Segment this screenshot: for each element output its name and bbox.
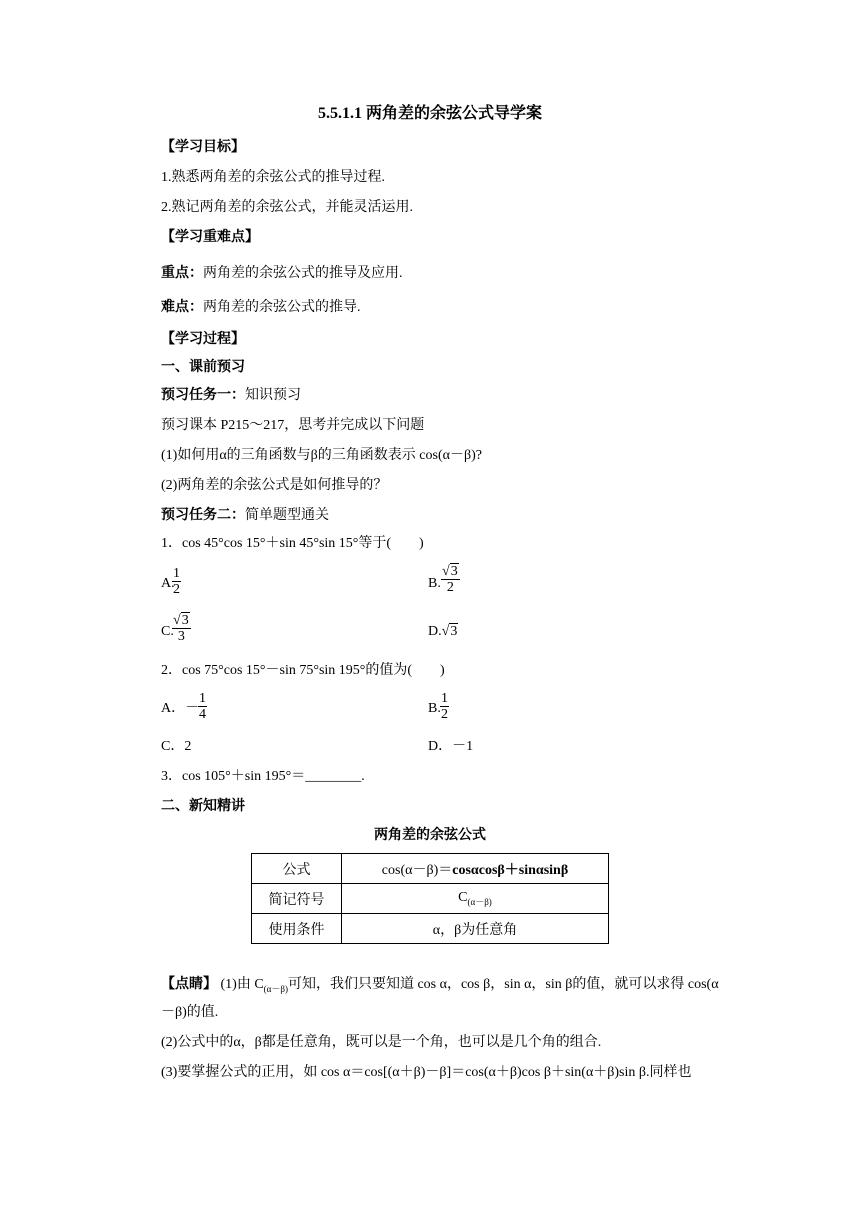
page-title: 5.5.1.1 两角差的余弦公式导学案 [317,105,542,122]
task-1 [161,387,301,405]
p2-option-a-label: A．－ [161,701,200,716]
formula-label-cell: 公式 [252,854,342,884]
task-1-text: 知识预习 [245,388,301,403]
sqrt-icon: √3 [441,624,458,639]
p1-option-d [428,623,458,641]
difficult-point [161,299,361,317]
note-label: 【点睛】 [161,977,217,992]
p1-option-b-label: B. [428,576,441,591]
goal-2: 2.熟记两角差的余弦公式，并能灵活运用. [161,200,413,215]
p1-a-denominator: 2 [173,582,180,597]
note-3: (3)要掌握公式的正用，如 cos α＝cos[(α＋β)－β]＝cos(α＋β)cos β＋sin(α＋β)sin β.同样也 [161,1065,692,1080]
key-point [161,265,403,283]
table-title: 两角差的余弦公式 [374,828,486,843]
problem-3: 3．cos 105°＋sin 195°＝________. [161,769,365,784]
p1-option-a-fraction [172,566,181,597]
p2-option-a-fraction [198,691,207,722]
p1-option-c-fraction [172,613,191,644]
notation-value-cell: $C_{(\alpha-\beta)}$ [342,884,609,914]
p2-a-numerator: 1 [199,691,206,706]
task-1-desc: 预习课本 P215～217，思考并完成以下问题 [161,418,425,433]
formula-table [251,853,609,944]
p1-b-numerator [441,564,460,580]
note-1-cont: －β)的值. [161,1005,219,1020]
notation-label-cell: 简记符号 [252,884,342,914]
task-2-text: 简单题型通关 [245,508,329,523]
key-text: 两角差的余弦公式的推导及应用. [203,266,403,281]
p1-option-c-label: C. [161,624,174,639]
section-1-heading: 一、课前预习 [161,360,245,375]
question-2: (2)两角差的余弦公式是如何推导的？ [161,478,388,493]
condition-label-cell: 使用条件 [252,914,342,944]
problem-2: 2．cos 75°cos 15°－sin 75°sin 195°的值为( ) [161,663,445,678]
goal-1: 1.熟悉两角差的余弦公式的推导过程. [161,170,385,185]
formula-value-cell: cos(α－β)＝cosαcosβ＋sinαsinβ [342,854,609,884]
question-1: (1)如何用α的三角函数与β的三角函数表示 cos(α－β)? [161,448,482,463]
key-label: 重点： [161,266,203,281]
p2-option-b-fraction [440,691,449,722]
process-heading: 【学习过程】 [161,332,245,347]
diff-label: 难点： [161,300,203,315]
task-2-label: 预习任务二： [161,508,245,523]
table-row [252,914,609,944]
problem-1: 1．cos 45°cos 15°＋sin 45°sin 15°等于( ) [161,536,424,551]
section-2-heading: 二、新知精讲 [161,799,245,814]
note-1: 【点睛】 (1)由 $C_{(\alpha-\beta)}$可知，我们只要知道 cos α，cos β，sin α，sin β的值，就可以求得 cos(α [161,977,719,994]
p2-b-denominator: 2 [441,707,448,722]
diff-text: 两角差的余弦公式的推导. [203,300,361,315]
p1-b-denominator: 2 [446,580,454,595]
p1-a-numerator: 1 [173,566,180,581]
p1-c-numerator [172,613,191,629]
sqrt-icon: √3 [442,564,458,579]
task-2 [161,507,329,525]
p2-option-d: D．－1 [428,739,474,754]
task-1-label: 预习任务一： [161,388,245,403]
condition-value-cell: α，β为任意角 [342,914,609,944]
sqrt-icon: √3 [173,613,189,628]
p2-option-b-label: B. [428,701,441,716]
table-row [252,884,609,914]
p2-b-numerator: 1 [441,691,448,706]
p2-option-c: C．2 [161,739,192,754]
p1-option-d-label: D. [428,624,442,639]
goals-heading: 【学习目标】 [161,140,245,155]
p2-a-denominator: 4 [199,707,206,722]
p1-c-denominator: 3 [177,629,185,644]
p1-option-b-fraction [441,564,460,595]
note-2: (2)公式中的α，β都是任意角，既可以是一个角，也可以是几个角的组合. [161,1035,602,1050]
p1-option-a-label: A. [161,576,175,591]
keypoints-heading: 【学习重难点】 [161,230,259,245]
table-row [252,854,609,884]
